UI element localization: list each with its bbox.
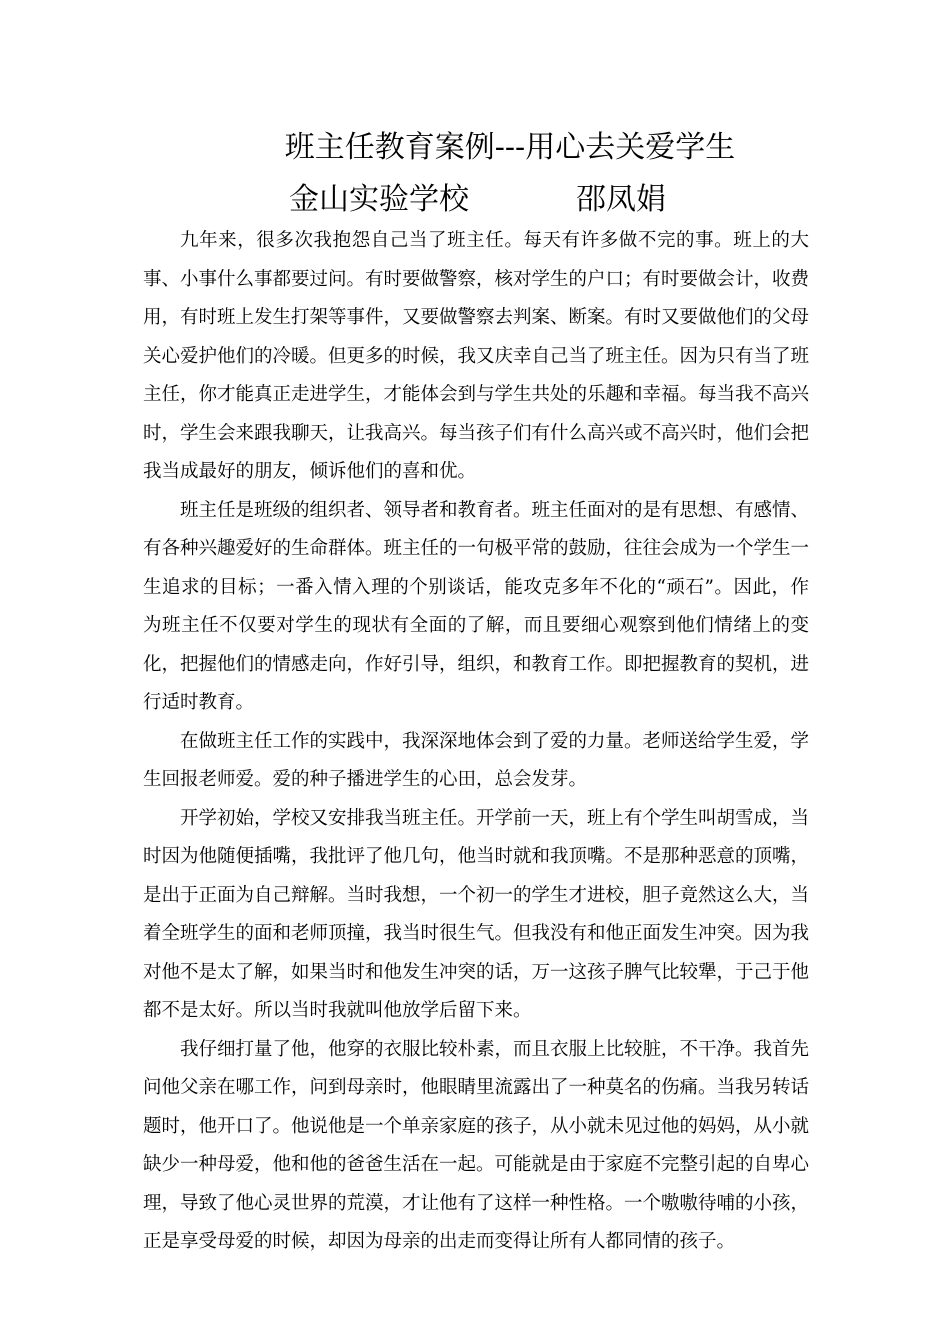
paragraph: 我仔细打量了他，他穿的衣服比较朴素，而且衣服上比较脏，不干净。我首先问他父亲在哪工作，问到母亲时，他眼睛里流露出了一种莫名的伤痛。当我另转话题时，他开口了。他说他是一个单亲家庭的孩子，从小就未见过他的妈妈，从小就缺少一种母爱，他和他的爸爸生活在一起。可能就是由于家庭不完整引起的自卑心理，导致了他心灵世界的荒漠，才让他有了这样一种性格。一个嗷嗷待哺的小孩，正是享受母爱的时候，却因为母亲的出走而变得让所有人都同情的孩子。 — [143, 1038, 810, 1252]
paragraph: 班主任是班级的组织者、领导者和教育者。班主任面对的是有思想、有感情、有各种兴趣爱好的生命群体。班主任的一句极平常的鼓励，往往会成为一个学生一生追求的目标；一番入情入理的个别谈话，能攻克多年不化的“顽石”。因此，作为班主任不仅要对学生的现状有全面的了解，而且要细心观察到他们情绪上的变化，把握他们的情感走向，作好引导，组织，和教育工作。即把握教育的契机，进行适时教育。 — [143, 499, 810, 713]
paragraph: 在做班主任工作的实践中，我深深地体会到了爱的力量。老师送给学生爱，学生回报老师爱。爱的种子播进学生的心田，总会发芽。 — [143, 730, 810, 790]
school-name: 金山实验学校 — [289, 182, 469, 217]
paragraph: 九年来，很多次我抱怨自己当了班主任。每天有许多做不完的事。班上的大事、小事什么事都要过问。有时要做警察，核对学生的户口；有时要做会计，收费用，有时班上发生打架等事件，又要做警察去判案、断案。有时又要做他们的父母关心爱护他们的冷暖。但更多的时候，我又庆幸自己当了班主任。因为只有当了班主任，你才能真正走进学生，才能体会到与学生共处的乐趣和幸福。每当我不高兴时，学生会来跟我聊天，让我高兴。每当孩子们有什么高兴或不高兴时，他们会把我当成最好的朋友，倾诉他们的喜和优。 — [143, 230, 810, 482]
author-name: 邵凤娟 — [576, 182, 666, 217]
paragraph: 开学初始，学校又安排我当班主任。开学前一天，班上有个学生叫胡雪成，当时因为他随便插嘴，我批评了他几句，他当时就和我顶嘴。不是那种恶意的顶嘴，是出于正面为自己辩解。当时我想，一个初一的学生才进校，胆子竟然这么大，当着全班学生的面和老师顶撞，我当时很生气。但我没有和他正面发生冲突。因为我对他不是太了解，如果当时和他发生冲突的话，万一这孩子脾气比较犟，于己于他都不是太好。所以当时我就叫他放学后留下来。 — [143, 807, 810, 1021]
document-body — [143, 222, 809, 1262]
document-title: 班主任教育案例---用心去关爱学生 — [284, 130, 736, 165]
